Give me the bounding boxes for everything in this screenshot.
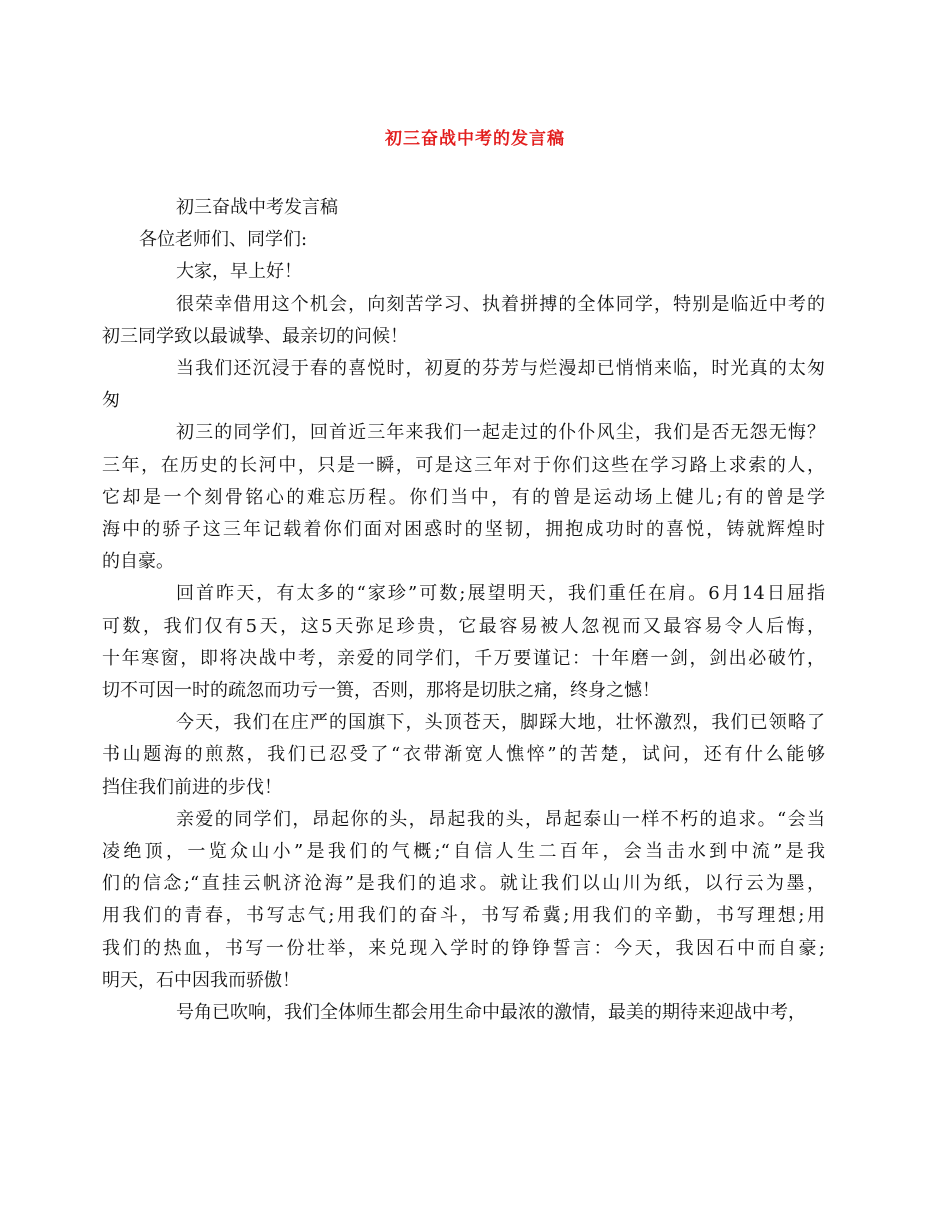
- paragraph: [102, 289, 825, 353]
- paragraph: [102, 804, 825, 997]
- paragraph-line: 十年寒窗，即将决战中考，亲爱的同学们，千万要谨记：十年磨一剑，剑出必破竹，: [102, 647, 825, 669]
- paragraph-line: 号角已吹响，我们全体师生都会用生命中最浓的激情，最美的期待来迎战中考，: [176, 1002, 806, 1024]
- paragraph-line: 三年，在历史的长河中，只是一瞬，可是这三年对于你们这些在学习路上求索的人，: [102, 454, 825, 476]
- paragraph-line: 初三的同学们，回首近三年来我们一起走过的仆仆风尘，我们是否无怨无悔？: [176, 422, 825, 444]
- paragraph-line: 海中的骄子这三年记载着你们面对困惑时的坚韧，拥抱成功时的喜悦，铸就辉煌时: [102, 519, 825, 541]
- paragraph-line: 挡住我们前进的步伐！: [102, 776, 282, 798]
- paragraph-line: 匆: [102, 390, 120, 412]
- paragraph: [102, 578, 825, 707]
- paragraph-line: 的自豪。: [102, 551, 174, 573]
- paragraph-line: 我们的热血，书写一份壮举，来兑现入学时的铮铮誓言：今天，我因石中而自豪;: [102, 937, 825, 959]
- paragraph-line: 可数，我们仅有5天，这5天弥足珍贵，它最容易被人忽视而又最容易令人后悔，: [102, 615, 825, 637]
- paragraph-line: 用我们的青春，书写志气;用我们的奋斗，书写希冀;用我们的辛勤，书写理想;用: [102, 905, 825, 927]
- paragraph-line: 亲爱的同学们，昂起你的头，昂起我的头，昂起泰山一样不朽的追求。“会当: [176, 808, 825, 830]
- document-title: 初三奋战中考的发言稿: [385, 129, 565, 149]
- subtitle: 初三奋战中考发言稿: [176, 197, 338, 218]
- paragraph-line: 初三同学致以最诚挚、最亲切的问候！: [102, 325, 408, 347]
- paragraph: [102, 707, 825, 804]
- paragraph-line: 它却是一个刻骨铭心的难忘历程。你们当中，有的曾是运动场上健儿;有的曾是学: [102, 486, 825, 508]
- greeting: 大家，早上好！: [176, 261, 302, 283]
- paragraph-line: 切不可因一时的疏忽而功亏一篑，否则，那将是切肤之痛，终身之憾！: [102, 680, 660, 702]
- paragraph: [102, 353, 825, 417]
- paragraph-line: 明天，石中因我而骄傲！: [102, 969, 300, 991]
- salutation: 各位老师们、同学们:: [139, 229, 308, 251]
- paragraph-line: 很荣幸借用这个机会，向刻苦学习、执着拼搏的全体同学，特别是临近中考的: [176, 293, 825, 315]
- paragraph-line: 今天，我们在庄严的国旗下，头顶苍天，脚踩大地，壮怀激烈，我们已领略了: [176, 712, 825, 734]
- paragraph-line: 回首昨天，有太多的“家珍”可数;展望明天，我们重任在肩。6月14日屈指: [176, 583, 825, 605]
- paragraphs: [102, 289, 825, 1030]
- paragraph: [102, 417, 825, 578]
- paragraph-line: 凌绝顶，一览众山小”是我们的气概;“自信人生二百年，会当击水到中流”是我: [102, 841, 825, 863]
- paragraph-line: 书山题海的煎熬，我们已忍受了“衣带渐宽人憔悴”的苦楚，试问，还有什么能够: [102, 744, 825, 766]
- paragraph: [139, 997, 825, 1029]
- paragraph-line: 们的信念;“直挂云帆济沧海”是我们的追求。就让我们以山川为纸，以行云为墨，: [102, 873, 825, 895]
- paragraph-line: 当我们还沉浸于春的喜悦时，初夏的芬芳与烂漫却已悄悄来临，时光真的太匆: [176, 358, 825, 380]
- document-body: [102, 192, 825, 1029]
